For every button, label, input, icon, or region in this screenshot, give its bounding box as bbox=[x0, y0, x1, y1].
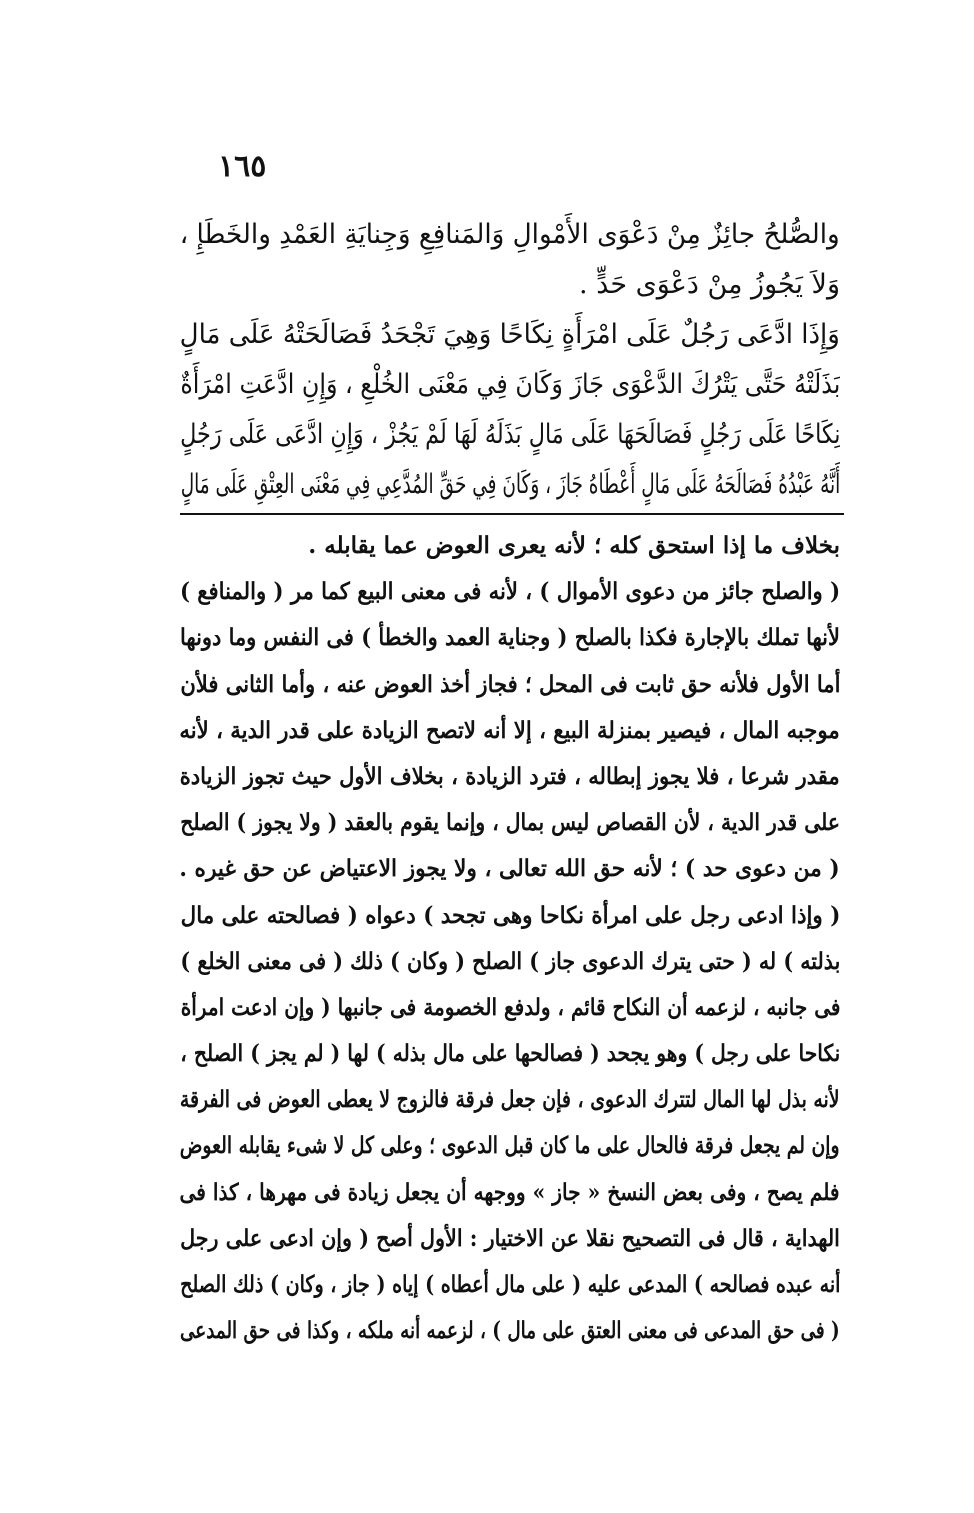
commentary-line: لأنها تملك بالإجارة فكذا بالصلح ( وجناية العمد والخطأ ) فى النفس وما دونها bbox=[180, 624, 840, 652]
commentary-line: ( فى حق المدعى فى معنى العتق على مال ) ، لزعمه أنه ملكه ، وكذا فى حق المدعى bbox=[180, 1317, 840, 1345]
commentary-line: فى جانبه ، لزعمه أن النكاح قائم ، ولدفع الخصومة فى جانبها ( وإن ادعت امرأة bbox=[180, 993, 840, 1021]
commentary-line: أنه عبده فصالحه ) المدعى عليه ( على مال أعطاه ) إياه ( جاز ، وكان ) ذلك الصلح bbox=[180, 1271, 840, 1298]
main-text-line: نِكَاحًا عَلَى رَجُلٍ فَصَالَحَهَا عَلَى مَالٍ بَذَلَهُ لَهَا لَمْ يَجُزْ ، وَإِنِ ادَّعَى عَلَى رَجُلٍ bbox=[180, 419, 840, 450]
page-number: ١٦٥ bbox=[218, 149, 267, 184]
commentary-line: ( والصلح جائز من دعوى الأموال ) ، لأنه فى معنى البيع كما مر ( والمنافع ) bbox=[180, 578, 840, 606]
main-text-line: وَلاَ يَجُوزُ مِنْ دَعْوَى حَدٍّ . bbox=[579, 269, 840, 300]
main-text-line: بَذَلَتْهُ حَتَّى يَتْرُكَ الدَّعْوَى جَازَ وَكَانَ فِي مَعْنَى الخُلْعِ ، وَإِنِ ادَّعَتِ امْرَأَةٌ bbox=[180, 369, 840, 400]
commentary-line: الهداية ، قال فى التصحيح نقلا عن الاختيار : الأول أصح ( وإن ادعى على رجل bbox=[180, 1224, 840, 1252]
commentary-line: موجبه المال ، فيصير بمنزلة البيع ، إلا أنه لاتصح الزيادة على قدر الدية ، لأنه bbox=[180, 716, 840, 744]
main-text-line: والصُّلحُ جائِزٌ مِنْ دَعْوَى الأَمْوالِ وَالمَنافِعِ وَجِنايَةِ العَمْدِ والخَطَإِ ، bbox=[180, 219, 840, 250]
main-text bbox=[180, 210, 840, 510]
commentary-line: فلم يصح ، وفى بعض النسخ « جاز » ووجهه أن يجعل زيادة فى مهرها ، كذا فى bbox=[180, 1178, 840, 1206]
commentary-line: مقدر شرعا ، فلا يجوز إبطاله ، فترد الزيادة ، بخلاف الأول حيث تجوز الزيادة bbox=[180, 762, 840, 790]
commentary-line: أما الأول فلأنه حق ثابت فى المحل ؛ فجاز أخذ العوض عنه ، وأما الثانى فلأن bbox=[180, 670, 840, 698]
commentary-line: لأنه بذل لها المال لتترك الدعوى ، فإن جعل فرقة فالزوج لا يعطى العوض فى الفرقة bbox=[180, 1086, 840, 1114]
commentary-line: على قدر الدية ، لأن القصاص ليس بمال ، وإنما يقوم بالعقد ( ولا يجوز ) الصلح bbox=[180, 809, 840, 837]
main-text-line: وَإِذَا ادَّعَى رَجُلٌ عَلَى امْرَأَةٍ نِكَاحًا وَهِيَ تَجْحَدُ فَصَالَحَتْهُ عَلَى مَالٍ bbox=[180, 319, 840, 350]
commentary-line: نكاحا على رجل ) وهو يجحد ( فصالحها على مال بذله ) لها ( لم يجز ) الصلح ، bbox=[180, 1040, 840, 1068]
commentary-line: ( من دعوى حد ) ؛ لأنه حق الله تعالى ، ولا يجوز الاعتياض عن حق غيره . bbox=[180, 855, 840, 883]
commentary-line: بخلاف ما إذا استحق كله ؛ لأنه يعرى العوض عما يقابله . bbox=[308, 532, 840, 559]
main-text-line: أَنَّهُ عَبْدُهُ فَصَالَحَهُ عَلَى مَالٍ أَعْطَاهُ جَازَ ، وَكَانَ فِي حَقِّ المُدَّعِي فِي مَعْنَى العِتْقِ عَلَى مَالٍ bbox=[180, 469, 840, 500]
section-divider bbox=[180, 513, 844, 515]
commentary-line: ( وإذا ادعى رجل على امرأة نكاحا وهى تجحد ) دعواه ( فصالحته على مال bbox=[180, 901, 840, 929]
commentary-line: بذلته ) له ( حتى يترك الدعوى جاز ) الصلح ( وكان ) ذلك ( فى معنى الخلع ) bbox=[180, 947, 840, 975]
commentary-text bbox=[180, 523, 840, 1354]
commentary-line: وإن لم يجعل فرقة فالحال على ما كان قبل الدعوى ؛ وعلى كل لا شىء يقابله العوض bbox=[180, 1132, 840, 1160]
